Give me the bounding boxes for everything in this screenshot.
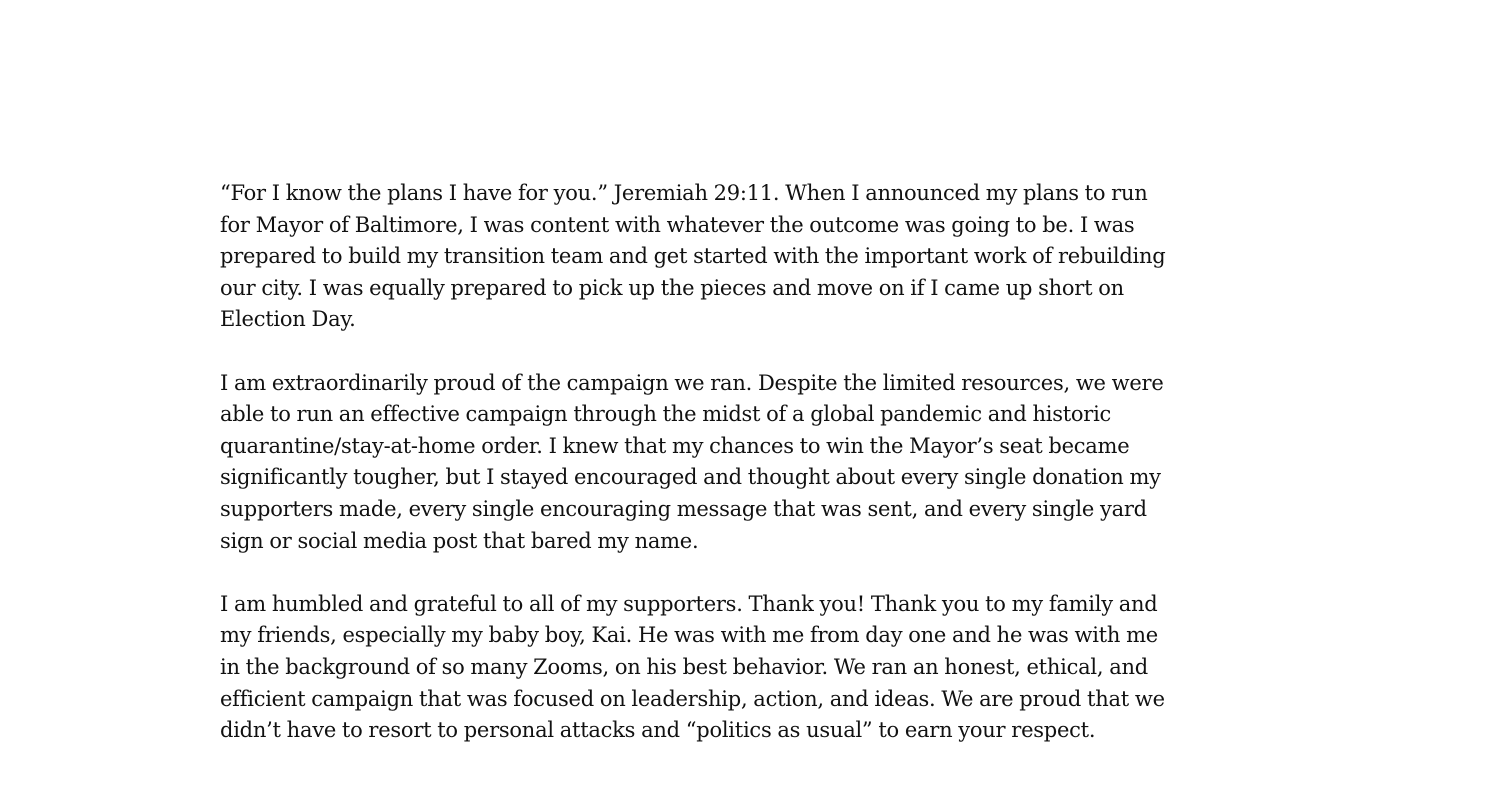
document-body — [220, 178, 1280, 778]
text-line: significantly tougher, but I stayed encouraged and thought about every single donation my — [220, 465, 1161, 490]
text-line: I am extraordinarily proud of the campaign we ran. Despite the limited resources, we were — [220, 370, 1164, 395]
text-line: I am humbled and grateful to all of my supporters. Thank you! Thank you to my family and — [220, 591, 1158, 616]
text-line: our city. I was equally prepared to pick up the pieces and move on if I came up short on — [220, 275, 1124, 300]
text-line: for Mayor of Baltimore, I was content with whatever the outcome was going to be. I was — [220, 212, 1135, 237]
text-line: prepared to build my transition team and get started with the important work of rebuilding — [220, 244, 1166, 269]
paragraph-3 — [220, 589, 1280, 747]
text-line: my friends, especially my baby boy, Kai. He was with me from day one and he was with me — [220, 623, 1158, 648]
text-line: sign or social media post that bared my name. — [220, 528, 699, 553]
text-line: able to run an effective campaign through the midst of a global pandemic and historic — [220, 402, 1112, 427]
paragraph-1 — [220, 178, 1280, 336]
text-line: efficient campaign that was focused on leadership, action, and ideas. We are proud that we — [220, 686, 1165, 711]
text-line: Election Day. — [220, 307, 356, 332]
text-line: in the background of so many Zooms, on his best behavior. We ran an honest, ethical, and — [220, 654, 1148, 679]
text-line: quarantine/stay-at-home order. I knew that my chances to win the Mayor’s seat became — [220, 433, 1130, 458]
text-line: supporters made, every single encouraging message that was sent, and every single yard — [220, 496, 1147, 521]
text-line: didn’t have to resort to personal attacks and “politics as usual” to earn your respect. — [220, 718, 1096, 743]
text-line: “For I know the plans I have for you.” Jeremiah 29:11. When I announced my plans to run — [220, 181, 1148, 205]
paragraph-2 — [220, 368, 1280, 558]
